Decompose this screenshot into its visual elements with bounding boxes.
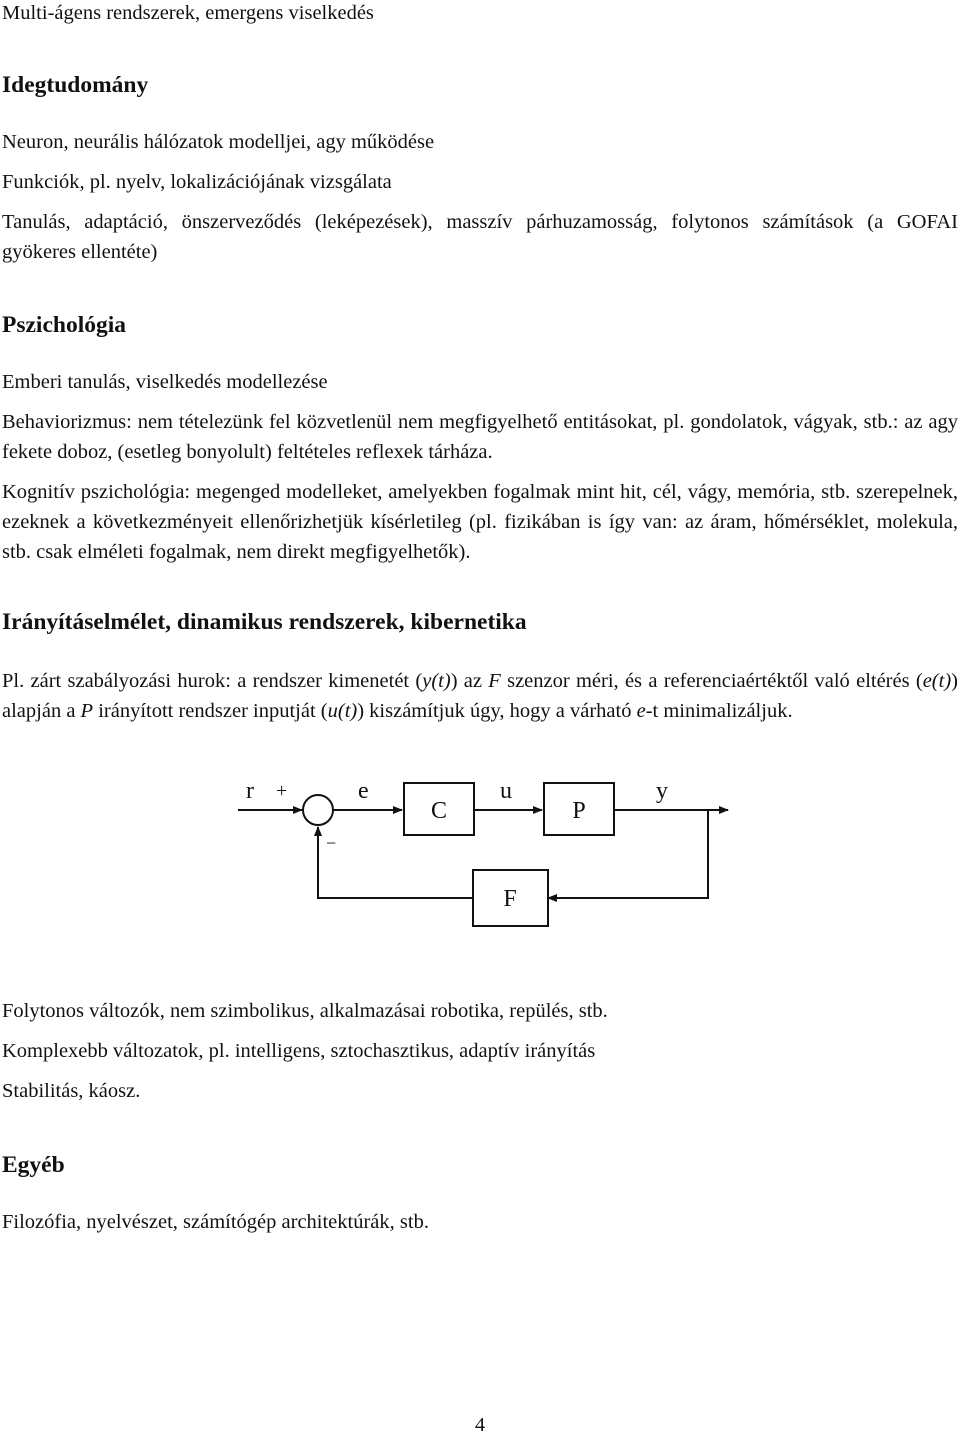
label-e: e [358, 778, 369, 804]
math-e-of-t: e(t) [922, 670, 952, 692]
para-tanulas: Tanulás, adaptáció, önszerveződés (leképezések), masszív párhuzamosság, folytonos számítások (a GOFAI gyökeres ellentéte) [2, 211, 958, 263]
para-zart-hurok [2, 666, 958, 726]
block-f-label: F [503, 886, 517, 912]
heading-idegtudomany: Idegtudomány [2, 72, 149, 98]
para-emberi-tanulas: Emberi tanulás, viselkedés modellezése [2, 371, 328, 393]
para-kognitiv: Kognitív pszichológia: megenged modelleket, amelyekben fogalmak mint hit, cél, vágy, memória, stb. szerepelnek, ezeknek a következményeit ellenőrizhetjük kísérletileg (pl. fizikában is így van: az áram, hőmérséklet, molekula, stb. csak elméleti fogalmak, nem direkt megfigyelhetők). [2, 481, 958, 563]
running-title: Multi-ágens rendszerek, emergens viselkedés [2, 2, 374, 24]
intro-text-6: ) kiszámítjuk úgy, hogy a várható [357, 700, 637, 722]
intro-text-2: ) az [450, 670, 489, 692]
intro-text-3: szenzor méri, és a referenciaértéktől való eltérés ( [500, 670, 923, 692]
heading-pszichologia: Pszichológia [2, 312, 127, 338]
para-funkciok: Funkciók, pl. nyelv, lokalizációjának vizsgálata [2, 171, 392, 193]
para-komplexebb: Komplexebb változatok, pl. intelligens, sztochasztikus, adaptív irányítás [2, 1040, 596, 1062]
label-y: y [656, 778, 668, 804]
para-filozofia: Filozófia, nyelvészet, számítógép architektúrák, stb. [2, 1211, 429, 1233]
math-e: e [636, 700, 646, 722]
heading-egyeb: Egyéb [2, 1152, 65, 1178]
math-y-of-t: y(t) [422, 670, 451, 692]
math-f: F [488, 670, 501, 692]
math-p: P [80, 700, 94, 722]
para-behaviorizmus: Behaviorizmus: nem tételezünk fel közvetlenül nem megfigyelhető entitásokat, pl. gondolatok, vágyak, stb.: az agy fekete doboz, (esetleg bonyolult) feltételes reflexek tárháza. [2, 411, 958, 463]
summing-junction [303, 795, 333, 825]
label-r: r [246, 778, 254, 804]
heading-iranyitaselmelet: Irányításelmélet, dinamikus rendszerek, kibernetika [2, 609, 527, 635]
label-minus: − [326, 833, 337, 853]
para-folytonos: Folytonos változók, nem szimbolikus, alkalmazásai robotika, repülés, stb. [2, 1000, 608, 1022]
intro-text-1: Pl. zárt szabályozási hurok: a rendszer kimenetét ( [2, 670, 423, 692]
para-stabilitas: Stabilitás, káosz. [2, 1080, 141, 1102]
label-u: u [500, 778, 512, 804]
label-plus: + [276, 780, 288, 802]
block-c-label: C [430, 798, 448, 824]
intro-text-4: ) alapján a [2, 670, 958, 722]
block-p-label: P [572, 798, 586, 824]
control-loop-diagram [228, 770, 768, 950]
para-neuron: Neuron, neurális hálózatok modelljei, agy működése [2, 131, 435, 153]
math-u-of-t: u(t) [327, 700, 358, 722]
intro-text-5: irányított rendszer inputját ( [93, 700, 328, 722]
page-number: 4 [474, 1414, 486, 1436]
intro-text-7: -t minimalizáljuk. [645, 700, 793, 722]
